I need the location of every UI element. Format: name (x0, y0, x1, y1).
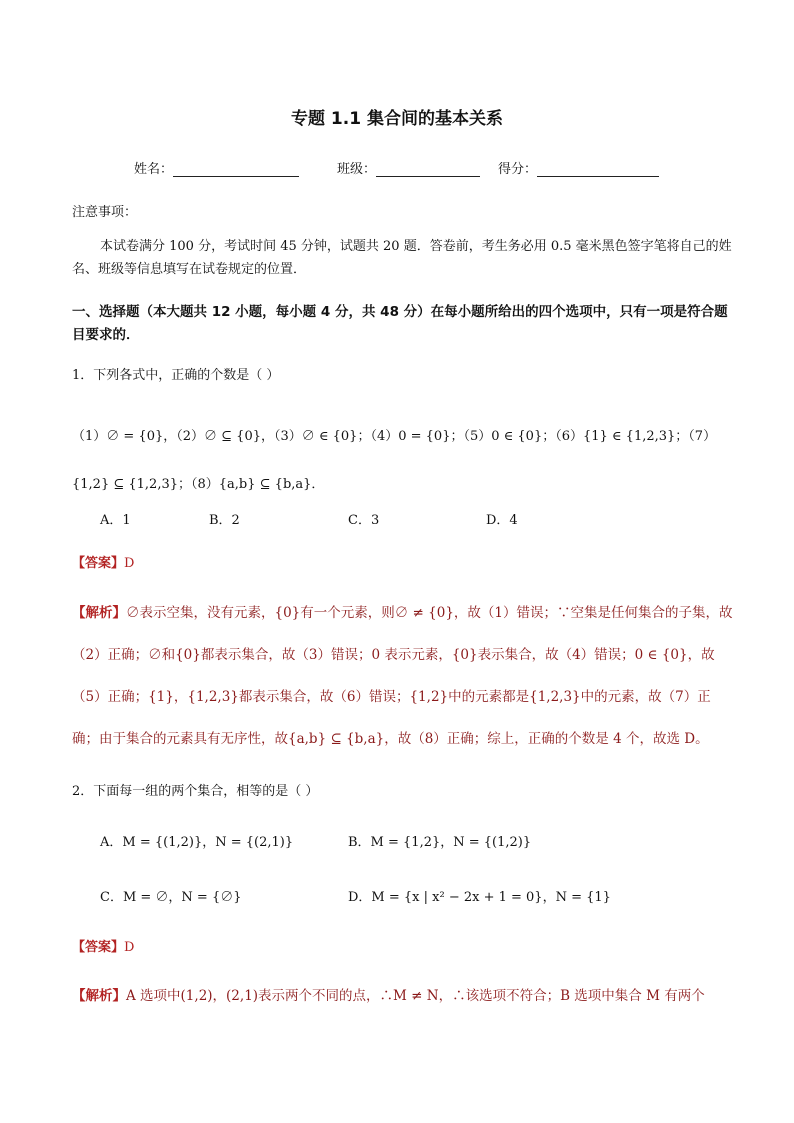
question-1-stem: 1．下列各式中，正确的个数是（ ） (72, 368, 280, 383)
q1-answer (72, 552, 732, 575)
question-2-stem: 2．下面每一组的两个集合，相等的是（ ） (72, 784, 319, 799)
q2-option-c[interactable]: C．M = ∅，N = {∅} (100, 890, 242, 905)
name-label: 姓名： (134, 162, 174, 177)
q1-answer-label: 【答案】 (72, 556, 125, 571)
score-label: 得分： (498, 162, 538, 177)
class-blank-line[interactable] (376, 163, 480, 177)
q1-option-b[interactable]: B．2 (209, 513, 240, 528)
class-field[interactable] (337, 158, 480, 177)
q2-answer-value: D (124, 940, 135, 955)
q2-analysis (72, 975, 737, 1017)
q1-analysis-text: ∅表示空集，没有元素，{0}有一个元素，则∅ ≠ {0}，故（1）错误；∵空集是任何集合的子集，故（2）正确；∅和{0}都表示集合，故（3）错误；0 表示元素，{0}表示集合，故（4）错误；0 ∈ {0}，故（5）正确；{1}，{1,2,3}都表示集合，故（6）错误；{1,2}中的元素都是{1,2,3}中的元素，故（7）正确；由于集合的元素具有无序性，故{a,b} ⊆ {b,a}，故（8）正确；综上，正确的个数是 4 个，故选 D。 (72, 605, 733, 747)
name-field[interactable] (134, 158, 299, 177)
q2-analysis-text: A 选项中(1,2)，(2,1)表示两个不同的点，∴M ≠ N，∴该选项不符合；B 选项中集合 M 有两个 (126, 988, 705, 1004)
notice-body: 本试卷满分 100 分，考试时间 45 分钟，试题共 20 题．答卷前，考生务必用 0.5 毫米黑色签字笔将自己的姓名、班级等信息填写在试卷规定的位置． (72, 239, 732, 277)
q2-option-d[interactable]: D．M = {x | x² − 2x + 1 = 0}，N = {1} (348, 890, 611, 905)
q2-option-a[interactable]: A．M = {(1,2)}，N = {(2,1)} (100, 835, 294, 850)
class-label: 班级： (337, 162, 377, 177)
q1-option-d[interactable]: D．4 (486, 513, 518, 528)
question-1-items-line1: （1）∅ = {0}，（2）∅ ⊆ {0}，（3）∅ ∈ {0}；（4）0 = {0}；（5）0 ∈ {0}；（6）{1} ∈ {1,2,3}；（7） (72, 429, 717, 444)
q2-answer-label: 【答案】 (72, 940, 125, 955)
q2-analysis-label: 【解析】 (72, 988, 126, 1004)
question-1-items-line2: {1,2} ⊆ {1,2,3}；（8）{a,b} ⊆ {b,a}． (72, 477, 325, 492)
q1-option-c[interactable]: C．3 (348, 513, 380, 528)
q1-analysis-label: 【解析】 (72, 605, 126, 621)
q2-option-b[interactable]: B．M = {1,2}，N = {(1,2)} (348, 835, 532, 850)
name-blank-line[interactable] (173, 163, 299, 177)
score-field[interactable] (498, 158, 659, 177)
page-title: 专题 1.1 集合间的基本关系 (291, 109, 503, 129)
q2-answer (72, 936, 732, 959)
q1-analysis (72, 592, 737, 760)
section-heading: 一、选择题（本大题共 12 小题，每小题 4 分，共 48 分）在每小题所给出的四个选项中，只有一项是符合题目要求的． (72, 304, 728, 343)
notice-heading: 注意事项： (72, 205, 138, 220)
question-1-items (72, 413, 742, 509)
q1-option-a[interactable]: A．1 (100, 513, 131, 528)
q1-answer-value: D (124, 556, 135, 571)
score-blank-line[interactable] (537, 163, 659, 177)
